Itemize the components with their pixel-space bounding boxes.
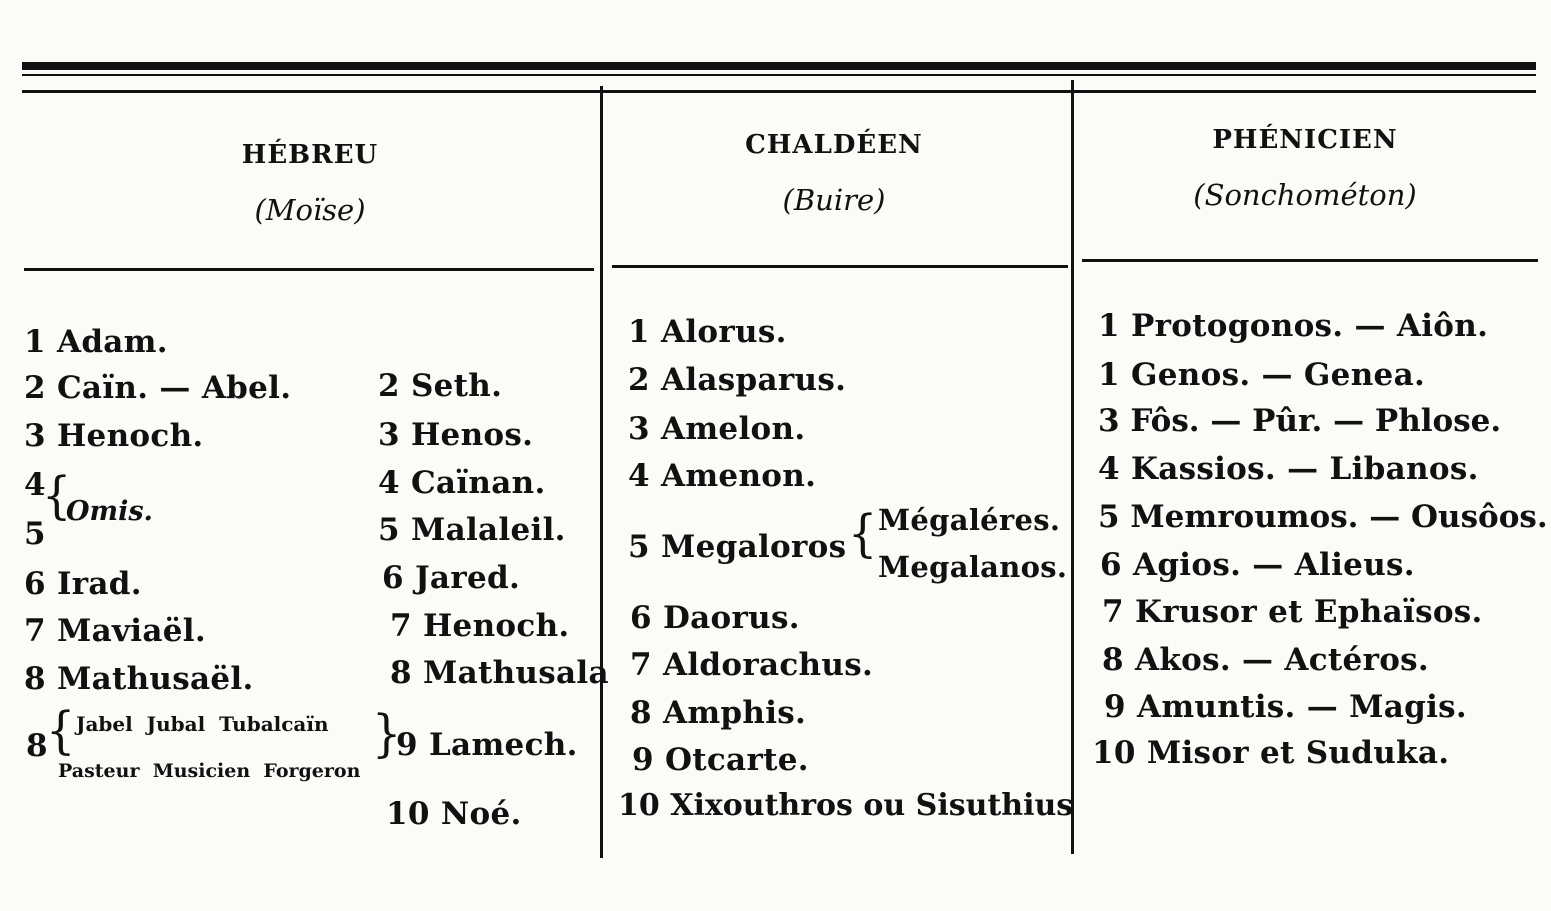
- list-item: 1 Alorus.: [628, 314, 787, 350]
- megaloros-alt-1: Mégaléres.: [878, 503, 1061, 537]
- list-item: 3 Amelon.: [628, 411, 806, 447]
- list-item: 10 Noé.: [386, 796, 522, 832]
- column-title: HÉBREU: [241, 140, 379, 170]
- group8-roles: Pasteur Musicien Forgeron: [58, 760, 361, 782]
- column-title: CHALDÉEN: [745, 130, 923, 160]
- list-item: 4 Caïnan.: [378, 465, 546, 501]
- list-item: 5 Memroumos. — Ousôos.: [1098, 499, 1548, 535]
- header-hebreu: [40, 0, 580, 260]
- list-item: 8 Amphis.: [630, 695, 807, 731]
- list-item: 7 Maviaël.: [24, 613, 206, 649]
- list-item: 10 Xixouthros ou Sisuthius: [618, 788, 1074, 823]
- list-item: 7 Aldorachus.: [630, 647, 874, 683]
- brace-icon: {: [46, 700, 76, 760]
- list-item: 3 Fôs. — Pûr. — Phlose.: [1098, 403, 1502, 439]
- megaloros-entry: 5 Megaloros: [628, 529, 847, 565]
- header-rule-chaldeen: [612, 265, 1068, 268]
- column-divider-1: [600, 86, 603, 858]
- megaloros-alt-2: Megalanos.: [878, 550, 1068, 584]
- list-item: 8 Akos. — Actéros.: [1102, 642, 1430, 678]
- brace-close-icon: }: [372, 703, 402, 763]
- list-item: 1 Genos. — Genea.: [1098, 357, 1426, 393]
- list-item: 6 Daorus.: [630, 600, 800, 636]
- column-divider-2: [1071, 80, 1074, 854]
- omis-number-5: 5: [24, 516, 46, 552]
- group8-number: 8: [26, 728, 48, 764]
- list-item: 4 Kassios. — Libanos.: [1098, 451, 1479, 487]
- list-item: 6 Agios. — Alieus.: [1100, 547, 1415, 583]
- list-item: 9 Otcarte.: [632, 742, 809, 778]
- list-item: 9 Lamech.: [396, 727, 578, 763]
- omis-label: Omis.: [66, 496, 153, 527]
- list-item: 1 Protogonos. — Aiôn.: [1098, 308, 1489, 344]
- list-item: 10 Misor et Suduka.: [1092, 735, 1450, 771]
- list-item: 8 Mathusala: [390, 655, 609, 691]
- header-phenicien: [1075, 0, 1535, 260]
- list-item: 2 Seth.: [378, 368, 503, 404]
- omis-number-4: 4: [24, 467, 46, 503]
- header-rule-hebreu: [24, 268, 594, 271]
- column-subtitle: (Buire): [782, 183, 886, 217]
- list-item: 5 Malaleil.: [378, 512, 566, 548]
- list-item: 3 Henoch.: [24, 418, 204, 454]
- list-item: 6 Jared.: [382, 560, 521, 596]
- column-title: PHÉNICIEN: [1212, 125, 1398, 155]
- list-item: 4 Amenon.: [628, 458, 817, 494]
- brace-icon: {: [42, 465, 72, 525]
- list-item: 2 Alasparus.: [628, 362, 847, 398]
- header-chaldeen: [604, 0, 1064, 260]
- list-item: 7 Henoch.: [390, 608, 570, 644]
- list-item: 8 Mathusaël.: [24, 661, 254, 697]
- list-item: 7 Krusor et Ephaïsos.: [1102, 594, 1483, 630]
- list-item: 1 Adam.: [24, 324, 168, 360]
- brace-icon: {: [848, 503, 878, 563]
- list-item: 2 Caïn. — Abel.: [24, 370, 292, 406]
- column-subtitle: (Sonchométon): [1193, 178, 1417, 212]
- list-item: 6 Irad.: [24, 566, 142, 602]
- group8-names: Jabel Jubal Tubalcaïn: [76, 712, 329, 736]
- list-item: 3 Henos.: [378, 417, 534, 453]
- column-subtitle: (Moïse): [254, 193, 366, 227]
- list-item: 9 Amuntis. — Magis.: [1104, 689, 1468, 725]
